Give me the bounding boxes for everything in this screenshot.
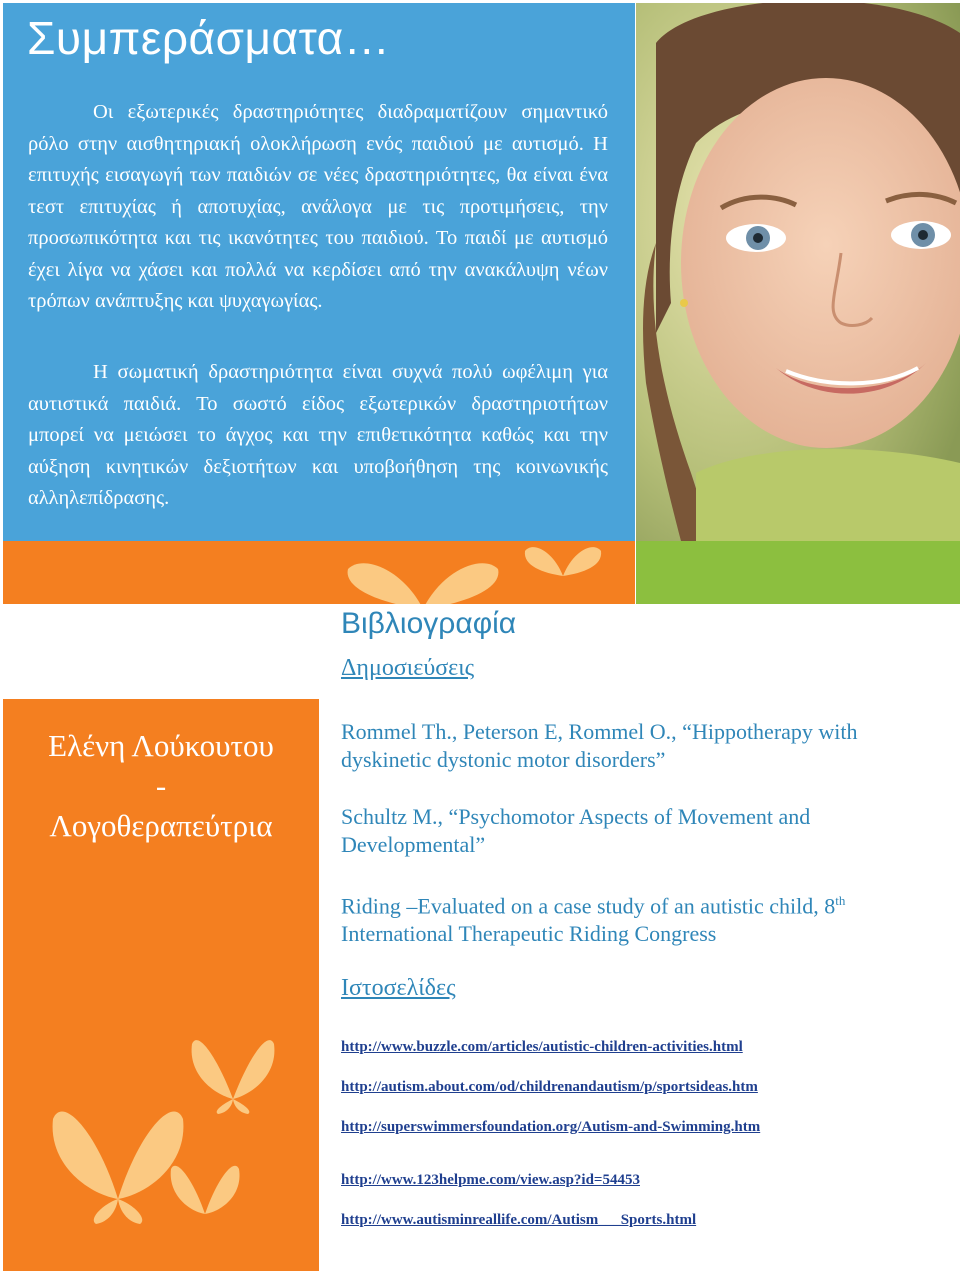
author-block xyxy=(3,726,319,846)
page-title: Συμπεράσματα… xyxy=(27,12,391,64)
riding-superscript: th xyxy=(835,893,846,908)
publication-item: Schultz M., “Psychomotor Aspects of Movement and Developmental” xyxy=(341,804,811,857)
author-separator: - xyxy=(155,768,167,803)
child-photo xyxy=(636,3,960,541)
riding-text-continued: International Therapeutic Riding Congress xyxy=(341,921,717,947)
conclusion-paragraph-1: Οι εξωτερικές δραστηριότητες διαδραματίζουν σημαντικό ρόλο στην αισθητηριακή ολοκλήρωση ενός παιδιού με αυτισμό. Η επιτυχής εισαγωγή των παιδιών σε νέες δραστηριότητες, θα είναι ένα τεστ επιτυχίας ή αποτυχίας, ανάλογα με τις προτιμήσεις, την προσωπικότητα και τις ικανότητες του παιδιού. Το παιδί με αυτισμό έχει λίγα να χάσει και πολλά να κερδίσει από την ανακάλυψη νέων τρόπων ανάπτυξης και ψυχαγωγίας. xyxy=(28,101,608,312)
publication-item: Rommel Th., Peterson E, Rommel O., “Hippotherapy with dyskinetic dystonic motor disorders” xyxy=(341,719,858,772)
publication-item xyxy=(341,887,941,948)
websites-heading: Ιστοσελίδες xyxy=(341,975,456,1001)
website-link[interactable]: http://www.autisminreallife.com/Autism___Sports.html xyxy=(341,1212,697,1228)
bibliography-title: Βιβλιογραφία xyxy=(341,607,517,640)
author-name: Ελένη Λούκουτου xyxy=(48,728,274,763)
green-accent-block xyxy=(636,541,960,604)
orange-band xyxy=(3,541,635,604)
author-role: Λογοθεραπεύτρια xyxy=(49,808,273,843)
butterfly-icon xyxy=(48,1074,188,1224)
website-link[interactable]: http://www.123helpme.com/view.asp?id=54453 xyxy=(341,1172,640,1188)
conclusion-paragraph-2: Η σωματική δραστηριότητα είναι συχνά πολύ ωφέλιμη για αυτιστικά παιδιά. Το σωστό είδος εξωτερικών δραστηριοτήτων μπορεί να μειώσει το άγχος και την επιθετικότητα καθώς και την αύξηση κινητικών δεξιοτήτων και υποβοήθηση της κοινωνικής αλληλεπίδρασης. xyxy=(28,361,608,509)
butterfly-icon xyxy=(343,549,503,604)
butterfly-icon xyxy=(188,1019,278,1114)
butterfly-icon xyxy=(523,541,603,581)
website-link[interactable]: http://superswimmersfoundation.org/Autism-and-Swimming.htm xyxy=(341,1119,761,1135)
riding-text: Riding –Evaluated on a case study of an autistic child, 8 xyxy=(341,893,836,919)
website-link[interactable]: http://autism.about.com/od/childrenandautism/p/sportsideas.htm xyxy=(341,1079,758,1095)
butterfly-icon xyxy=(168,1149,243,1229)
conclusions-panel xyxy=(3,3,635,541)
website-link[interactable]: http://www.buzzle.com/articles/autistic-children-activities.html xyxy=(341,1039,743,1055)
publications-heading: Δημοσιεύσεις xyxy=(341,655,475,681)
